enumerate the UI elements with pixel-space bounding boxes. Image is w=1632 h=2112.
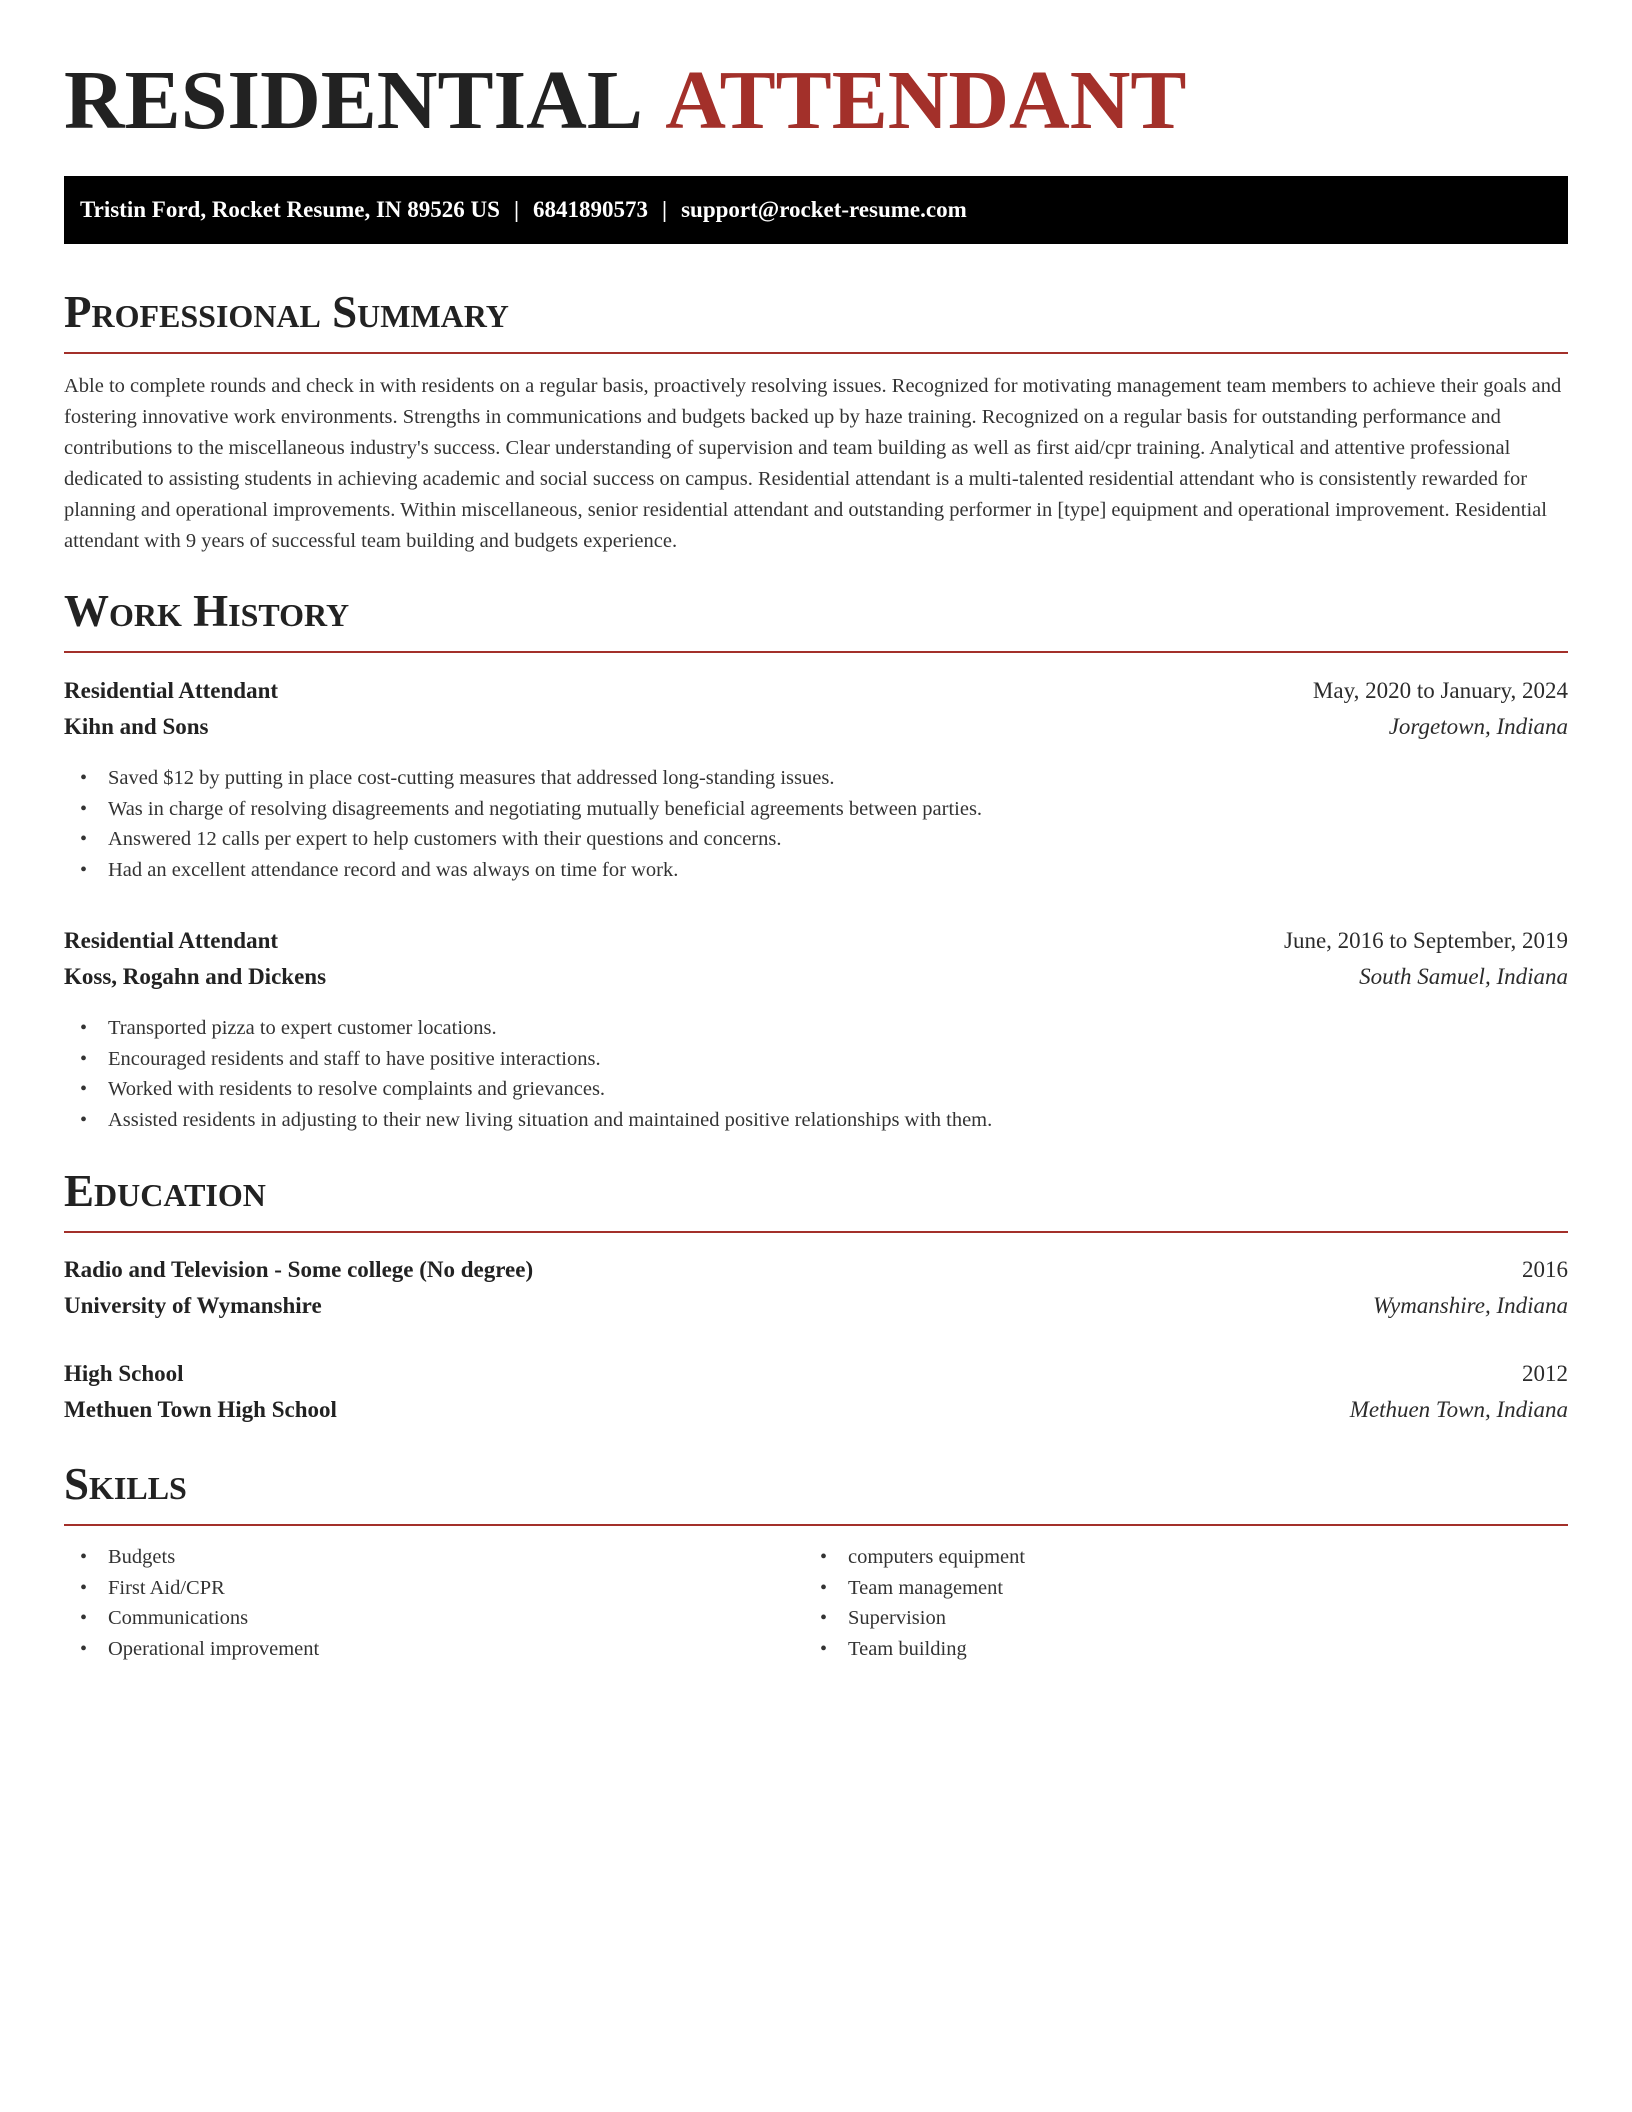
job-company: Kihn and Sons bbox=[64, 714, 209, 739]
skills-list-right bbox=[804, 1542, 1544, 1664]
education-year: 2012 bbox=[1522, 1361, 1568, 1386]
skills-heading: Skills bbox=[64, 1458, 1568, 1526]
job-title: Residential Attendant bbox=[64, 678, 279, 703]
job-entry bbox=[64, 673, 1568, 885]
skills-list-left bbox=[64, 1542, 804, 1664]
education-section bbox=[64, 1165, 1568, 1428]
job-entry bbox=[64, 923, 1568, 1135]
education-entry bbox=[64, 1252, 1568, 1324]
skill-item: • computers equipment bbox=[804, 1542, 1544, 1573]
title-second-word: ATTENDANT bbox=[665, 54, 1187, 147]
skill-item: • Communications bbox=[64, 1603, 804, 1634]
contact-phone: 6841890573 bbox=[533, 197, 649, 222]
summary-text: Able to complete rounds and check in with residents on a regular basis, proactively resolving issues. Recognized for motivating management team members to achieve their goals and fostering innovative work environments. Strengths in communications and budgets backed up by haze training. Recognized on a regular basis for outstanding performance and contributions to the miscellaneous industry's success. Clear understanding of supervision and team building as well as first aid/cpr training. Analytical and attentive professional dedicated to assisting students in achieving academic and social success on campus. Residential attendant is a multi-talented residential attendant who is consistently rewarded for planning and operational improvements. Within miscellaneous, senior residential attendant and outstanding performer in [type] equipment and operational improvement. Residential attendant with 9 years of successful team building and budgets experience. bbox=[64, 375, 1562, 552]
job-location: South Samuel, Indiana bbox=[1359, 964, 1568, 989]
contact-bar bbox=[64, 176, 1568, 244]
job-duty: • Had an excellent attendance record and was always on time for work. bbox=[64, 855, 1568, 886]
contact-email: support@rocket-resume.com bbox=[681, 197, 967, 222]
summary-heading: Professional Summary bbox=[64, 286, 1568, 354]
work-history-section bbox=[64, 585, 1568, 1135]
skills-section bbox=[64, 1458, 1568, 1664]
skill-item: • Operational improvement bbox=[64, 1634, 804, 1665]
job-duty: • Worked with residents to resolve complaints and grievances. bbox=[64, 1074, 1568, 1105]
job-location: Jorgetown, Indiana bbox=[1388, 714, 1568, 739]
job-duty: • Answered 12 calls per expert to help customers with their questions and concerns. bbox=[64, 824, 1568, 855]
contact-separator: | bbox=[513, 197, 520, 222]
resume-title bbox=[64, 54, 1568, 147]
education-entry bbox=[64, 1356, 1568, 1428]
job-duty: • Was in charge of resolving disagreements and negotiating mutually beneficial agreements between parties. bbox=[64, 794, 1568, 825]
skill-item: • Supervision bbox=[804, 1603, 1544, 1634]
education-school: Methuen Town High School bbox=[64, 1397, 337, 1422]
work-history-heading: Work History bbox=[64, 585, 1568, 653]
job-dates: May, 2020 to January, 2024 bbox=[1312, 678, 1568, 703]
contact-address: Tristin Ford, Rocket Resume, IN 89526 US bbox=[80, 197, 500, 222]
skill-item: • Budgets bbox=[64, 1542, 804, 1573]
education-degree: High School bbox=[64, 1361, 184, 1386]
resume-page bbox=[64, 0, 1568, 1664]
education-year: 2016 bbox=[1522, 1257, 1568, 1282]
education-degree: Radio and Television - Some college (No degree) bbox=[64, 1257, 534, 1282]
education-heading: Education bbox=[64, 1165, 1568, 1233]
summary-section bbox=[64, 286, 1568, 557]
job-title: Residential Attendant bbox=[64, 928, 279, 953]
education-school: University of Wymanshire bbox=[64, 1293, 322, 1318]
job-duty: • Transported pizza to expert customer locations. bbox=[64, 1013, 1568, 1044]
title-first-word: RESIDENTIAL bbox=[64, 54, 639, 147]
skill-item: • First Aid/CPR bbox=[64, 1573, 804, 1604]
job-duty: • Saved $12 by putting in place cost-cutting measures that addressed long-standing issues. bbox=[64, 763, 1568, 794]
job-duty: • Encouraged residents and staff to have positive interactions. bbox=[64, 1044, 1568, 1075]
skills-grid bbox=[64, 1542, 1568, 1664]
education-location: Wymanshire, Indiana bbox=[1372, 1293, 1568, 1318]
education-location: Methuen Town, Indiana bbox=[1349, 1397, 1568, 1422]
job-dates: June, 2016 to September, 2019 bbox=[1284, 928, 1568, 953]
job-duties-list bbox=[64, 763, 1568, 885]
skill-item: • Team management bbox=[804, 1573, 1544, 1604]
skill-item: • Team building bbox=[804, 1634, 1544, 1665]
job-duty: • Assisted residents in adjusting to their new living situation and maintained positive relationships with them. bbox=[64, 1105, 1568, 1136]
job-company: Koss, Rogahn and Dickens bbox=[64, 964, 327, 989]
contact-separator: | bbox=[662, 197, 668, 222]
job-duties-list bbox=[64, 1013, 1568, 1135]
